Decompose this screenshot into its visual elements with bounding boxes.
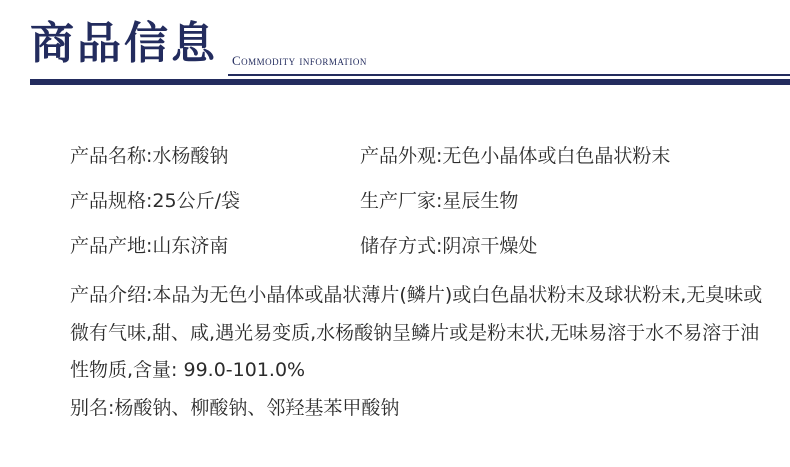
page-title: 商品信息 bbox=[30, 18, 218, 69]
product-spec: 产品规格:25公斤/袋 bbox=[70, 190, 240, 212]
info-row bbox=[70, 228, 770, 273]
info-row bbox=[70, 138, 770, 183]
product-manufacturer: 生产厂家:星辰生物 bbox=[360, 190, 519, 212]
info-row bbox=[70, 183, 770, 228]
header-divider-thick bbox=[30, 79, 790, 85]
product-name: 产品名称:水杨酸钠 bbox=[70, 145, 229, 167]
product-introduction: 产品介绍:本品为无色小晶体或晶状薄片(鳞片)或白色晶状粉末及球状粉末,无臭味或微有气味,甜、咸,遇光易变质,水杨酸钠呈鳞片或是粉末状,无味易溶于水不易溶于油性物质,含量: 99.0-101.0% bbox=[70, 284, 763, 381]
product-appearance: 产品外观:无色小晶体或白色晶状粉末 bbox=[360, 145, 671, 167]
header-divider-thin bbox=[228, 74, 790, 76]
product-info bbox=[70, 138, 770, 427]
page-subtitle: Commodity information bbox=[232, 53, 367, 68]
product-storage: 储存方式:阴凉干燥处 bbox=[360, 235, 538, 257]
product-origin: 产品产地:山东济南 bbox=[70, 235, 229, 257]
product-alias: 别名:杨酸钠、柳酸钠、邻羟基苯甲酸钠 bbox=[70, 396, 400, 419]
page-header bbox=[0, 0, 790, 90]
